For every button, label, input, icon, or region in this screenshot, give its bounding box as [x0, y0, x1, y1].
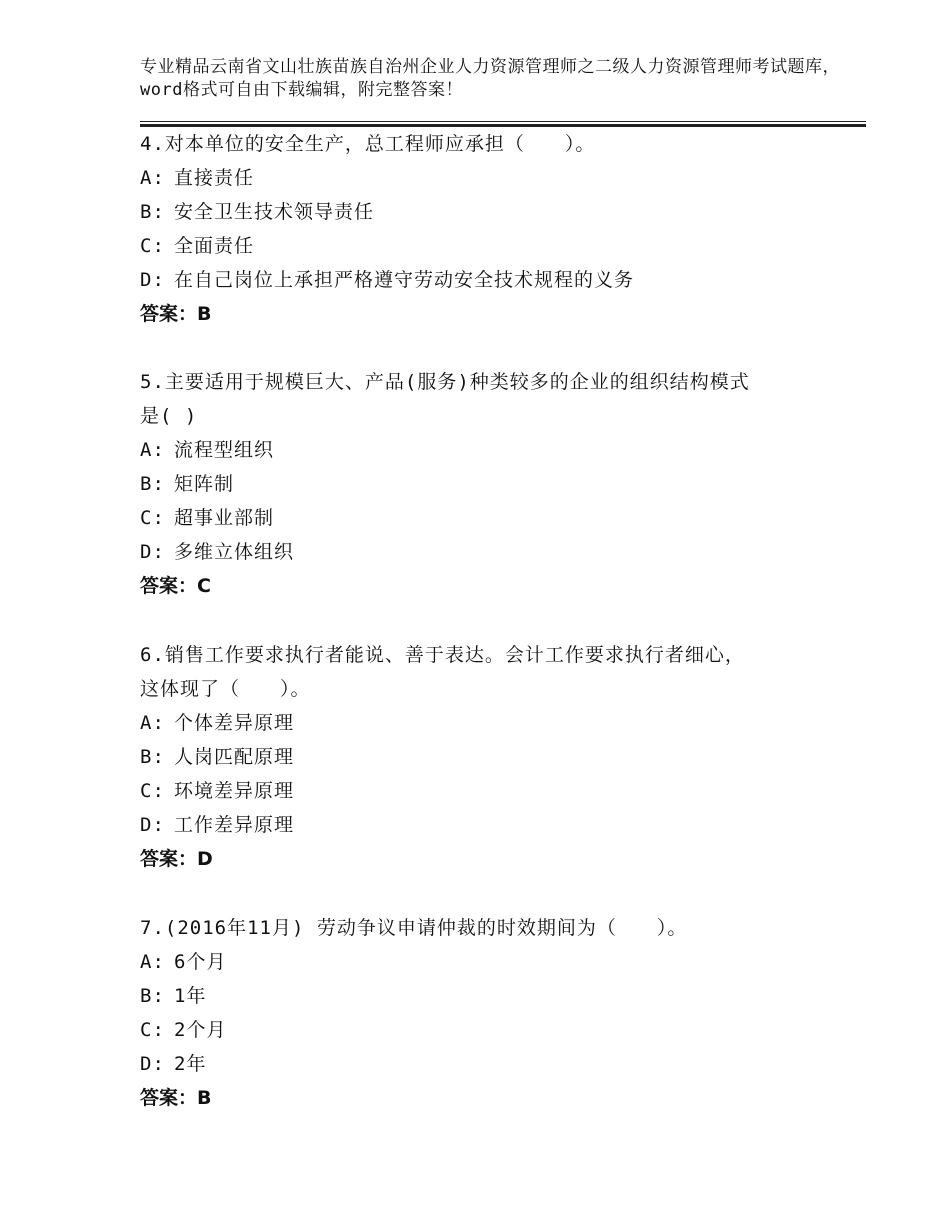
question-4 — [140, 127, 840, 331]
option-b — [140, 467, 840, 501]
option-a — [140, 706, 840, 740]
option-key: D: — [140, 541, 165, 563]
answer-label: 答案：B — [140, 1087, 212, 1109]
answer-label: 答案：D — [140, 848, 213, 870]
option-text: 流程型组织 — [174, 439, 275, 461]
answer-label: 答案：B — [140, 303, 212, 325]
option-d — [140, 808, 840, 842]
option-key: A: — [140, 167, 165, 189]
option-c — [140, 774, 840, 808]
option-key: A: — [140, 951, 165, 973]
option-d — [140, 1047, 840, 1081]
option-text: 超事业部制 — [174, 507, 275, 529]
question-stem: 7.(2016年11月) 劳动争议申请仲裁的时效期间为（ ）。 — [140, 917, 688, 939]
option-a — [140, 433, 840, 467]
option-key: B: — [140, 473, 165, 495]
option-text: 工作差异原理 — [174, 814, 295, 836]
question-stem-continued: 是( ) — [140, 405, 198, 427]
option-a — [140, 161, 840, 195]
question-7 — [140, 911, 840, 1115]
option-key: A: — [140, 439, 165, 461]
option-key: C: — [140, 780, 165, 802]
header-divider-thin — [140, 121, 866, 122]
option-text: 2个月 — [174, 1019, 227, 1041]
option-key: B: — [140, 985, 165, 1007]
question-stem-continued: 这体现了（ ）。 — [140, 678, 311, 700]
option-d — [140, 263, 840, 297]
option-text: 1年 — [174, 985, 207, 1007]
option-key: C: — [140, 235, 165, 257]
question-stem: 6.销售工作要求执行者能说、善于表达。会计工作要求执行者细心， — [140, 644, 745, 666]
document-header: 专业精品云南省文山壮族苗族自治州企业人力资源管理师之二级人力资源管理师考试题库，word格式可自由下载编辑，附完整答案！ — [140, 57, 840, 100]
option-text: 环境差异原理 — [174, 780, 295, 802]
option-c — [140, 229, 840, 263]
option-key: D: — [140, 269, 165, 291]
option-text: 个体差异原理 — [174, 712, 295, 734]
option-d — [140, 535, 840, 569]
option-a — [140, 945, 840, 979]
option-text: 矩阵制 — [174, 473, 235, 495]
option-text: 2年 — [174, 1053, 207, 1075]
answer-label: 答案：C — [140, 575, 211, 597]
option-b — [140, 740, 840, 774]
option-c — [140, 501, 840, 535]
option-text: 在自己岗位上承担严格遵守劳动安全技术规程的义务 — [174, 269, 635, 291]
option-key: D: — [140, 814, 165, 836]
option-text: 安全卫生技术领导责任 — [174, 201, 375, 223]
option-key: B: — [140, 746, 165, 768]
question-6 — [140, 638, 840, 876]
option-text: 直接责任 — [174, 167, 255, 189]
option-key: D: — [140, 1053, 165, 1075]
option-key: C: — [140, 1019, 165, 1041]
question-5 — [140, 365, 840, 603]
option-key: A: — [140, 712, 165, 734]
question-stem: 4.对本单位的安全生产，总工程师应承担（ ）。 — [140, 133, 596, 155]
question-stem: 5.主要适用于规模巨大、产品(服务)种类较多的企业的组织结构模式 — [140, 371, 750, 393]
option-b — [140, 195, 840, 229]
option-text: 多维立体组织 — [174, 541, 295, 563]
option-key: B: — [140, 201, 165, 223]
option-text: 人岗匹配原理 — [174, 746, 295, 768]
option-text: 全面责任 — [174, 235, 255, 257]
option-c — [140, 1013, 840, 1047]
option-key: C: — [140, 507, 165, 529]
option-b — [140, 979, 840, 1013]
option-text: 6个月 — [174, 951, 227, 973]
